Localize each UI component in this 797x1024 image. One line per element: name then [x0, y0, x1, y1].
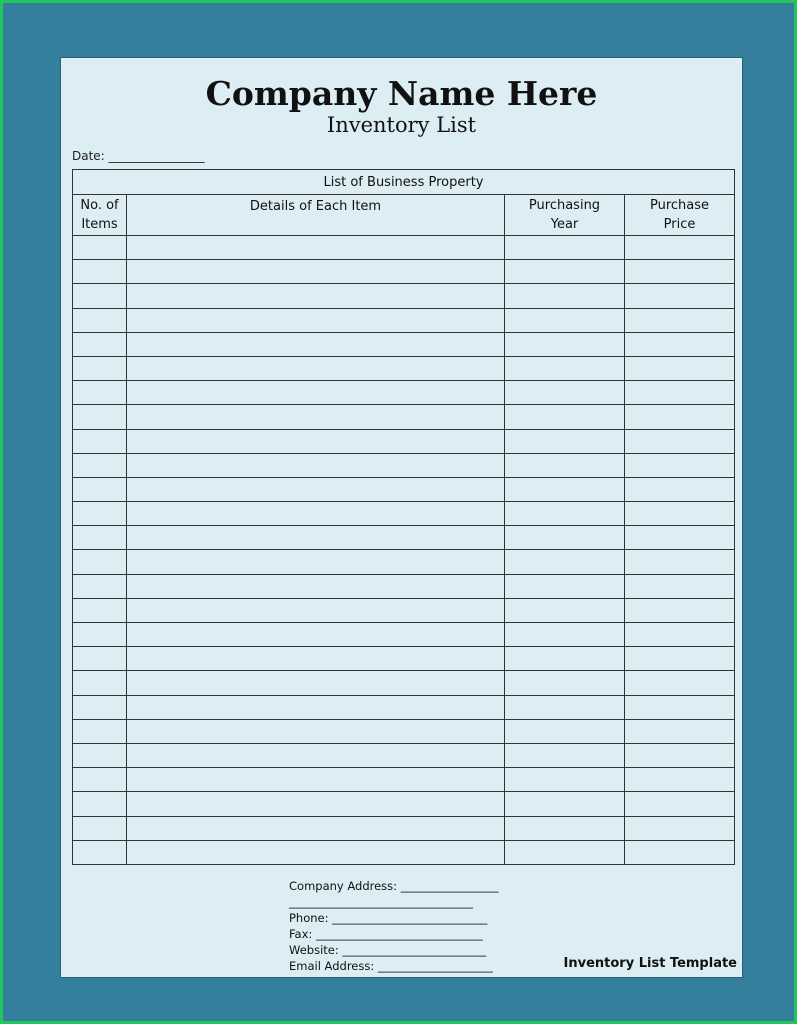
table-cell-price[interactable]	[625, 671, 735, 695]
table-cell-year[interactable]	[505, 623, 625, 647]
table-cell-no[interactable]	[73, 792, 127, 816]
table-cell-price[interactable]	[625, 526, 735, 550]
address-line-2: ________________________________	[289, 895, 473, 909]
table-cell-no[interactable]	[73, 356, 127, 380]
table-cell-year[interactable]	[505, 236, 625, 260]
table-cell-price[interactable]	[625, 647, 735, 671]
email-field: Email Address: ____________________	[289, 959, 493, 973]
table-cell-price[interactable]	[625, 840, 735, 864]
table-cell-details[interactable]	[127, 453, 505, 477]
table-cell-no[interactable]	[73, 816, 127, 840]
table-cell-details[interactable]	[127, 260, 505, 284]
table-cell-price[interactable]	[625, 308, 735, 332]
table-cell-details[interactable]	[127, 526, 505, 550]
table-cell-price[interactable]	[625, 792, 735, 816]
inventory-sheet	[60, 57, 743, 978]
table-cell-year[interactable]	[505, 526, 625, 550]
table-cell-price[interactable]	[625, 574, 735, 598]
table-row	[73, 260, 735, 284]
table-cell-details[interactable]	[127, 816, 505, 840]
table-cell-no[interactable]	[73, 332, 127, 356]
table-cell-price[interactable]	[625, 502, 735, 526]
phone-field: Phone: ___________________________	[289, 911, 488, 925]
table-cell-no[interactable]	[73, 598, 127, 622]
table-cell-details[interactable]	[127, 574, 505, 598]
table-row	[73, 598, 735, 622]
table-cell-no[interactable]	[73, 477, 127, 501]
contact-block	[289, 878, 498, 974]
table-cell-price[interactable]	[625, 236, 735, 260]
table-cell-price[interactable]	[625, 695, 735, 719]
column-header-line: Year	[550, 217, 579, 232]
table-cell-details[interactable]	[127, 405, 505, 429]
table-cell-price[interactable]	[625, 743, 735, 767]
website-field: Website: _________________________	[289, 943, 487, 957]
table-cell-year[interactable]	[505, 816, 625, 840]
table-row	[73, 792, 735, 816]
table-cell-no[interactable]	[73, 768, 127, 792]
table-cell-year[interactable]	[505, 453, 625, 477]
table-cell-details[interactable]	[127, 598, 505, 622]
table-cell-no[interactable]	[73, 719, 127, 743]
table-cell-year[interactable]	[505, 743, 625, 767]
column-header-line: Purchase	[649, 198, 710, 213]
inventory-table	[72, 169, 735, 865]
table-cell-price[interactable]	[625, 284, 735, 308]
table-row	[73, 719, 735, 743]
table-cell-price[interactable]	[625, 332, 735, 356]
table-cell-no[interactable]	[73, 671, 127, 695]
table-cell-price[interactable]	[625, 429, 735, 453]
table-cell-year[interactable]	[505, 332, 625, 356]
table-row	[73, 236, 735, 260]
table-cell-year[interactable]	[505, 284, 625, 308]
fax-field: Fax: _____________________________	[289, 927, 483, 941]
table-cell-year[interactable]	[505, 647, 625, 671]
table-cell-no[interactable]	[73, 381, 127, 405]
table-row	[73, 695, 735, 719]
table-cell-price[interactable]	[625, 381, 735, 405]
table-cell-year[interactable]	[505, 574, 625, 598]
table-cell-details[interactable]	[127, 308, 505, 332]
company-address-field: Company Address: _________________	[289, 879, 499, 893]
table-row	[73, 405, 735, 429]
table-cell-no[interactable]	[73, 743, 127, 767]
table-caption: List of Business Property	[73, 170, 735, 195]
table-row	[73, 477, 735, 501]
table-cell-no[interactable]	[73, 550, 127, 574]
table-row	[73, 623, 735, 647]
table-cell-details[interactable]	[127, 284, 505, 308]
table-cell-price[interactable]	[625, 356, 735, 380]
table-cell-price[interactable]	[625, 598, 735, 622]
table-cell-no[interactable]	[73, 284, 127, 308]
table-row	[73, 356, 735, 380]
table-cell-year[interactable]	[505, 405, 625, 429]
document-title: Inventory List	[326, 113, 477, 137]
template-label: Inventory List Template	[563, 956, 737, 971]
column-header-purchase-price	[625, 195, 735, 236]
column-header-line: No. of	[80, 198, 119, 213]
table-cell-year[interactable]	[505, 502, 625, 526]
table-row	[73, 768, 735, 792]
table-cell-no[interactable]	[73, 526, 127, 550]
table-cell-no[interactable]	[73, 453, 127, 477]
table-cell-year[interactable]	[505, 671, 625, 695]
table-row	[73, 332, 735, 356]
table-row	[73, 381, 735, 405]
table-row	[73, 647, 735, 671]
table-cell-details[interactable]	[127, 647, 505, 671]
table-cell-no[interactable]	[73, 623, 127, 647]
table-cell-price[interactable]	[625, 768, 735, 792]
table-cell-year[interactable]	[505, 356, 625, 380]
table-row	[73, 526, 735, 550]
table-cell-price[interactable]	[625, 453, 735, 477]
table-cell-year[interactable]	[505, 477, 625, 501]
table-cell-year[interactable]	[505, 381, 625, 405]
table-cell-price[interactable]	[625, 719, 735, 743]
table-row	[73, 816, 735, 840]
table-cell-details[interactable]	[127, 356, 505, 380]
table-cell-no[interactable]	[73, 502, 127, 526]
column-header-line: Price	[663, 217, 696, 232]
table-cell-details[interactable]	[127, 743, 505, 767]
table-row	[73, 308, 735, 332]
column-header-line: Details of Each Item	[249, 199, 382, 214]
table-cell-details[interactable]	[127, 502, 505, 526]
table-cell-no[interactable]	[73, 695, 127, 719]
table-cell-details[interactable]	[127, 671, 505, 695]
table-row	[73, 429, 735, 453]
table-row	[73, 502, 735, 526]
column-header-no-of-items	[73, 195, 127, 236]
table-row	[73, 671, 735, 695]
table-row	[73, 550, 735, 574]
table-cell-details[interactable]	[127, 332, 505, 356]
column-header-details	[127, 195, 505, 236]
table-cell-year[interactable]	[505, 695, 625, 719]
table-row	[73, 284, 735, 308]
column-header-purchasing-year	[505, 195, 625, 236]
table-cell-details[interactable]	[127, 429, 505, 453]
table-cell-details[interactable]	[127, 381, 505, 405]
inventory-rows	[73, 236, 735, 865]
table-cell-details[interactable]	[127, 550, 505, 574]
table-row	[73, 840, 735, 864]
table-cell-details[interactable]	[127, 840, 505, 864]
table-cell-year[interactable]	[505, 260, 625, 284]
table-cell-year[interactable]	[505, 840, 625, 864]
table-cell-price[interactable]	[625, 550, 735, 574]
table-cell-no[interactable]	[73, 260, 127, 284]
table-cell-details[interactable]	[127, 768, 505, 792]
table-cell-details[interactable]	[127, 477, 505, 501]
table-cell-no[interactable]	[73, 840, 127, 864]
table-cell-price[interactable]	[625, 477, 735, 501]
table-cell-price[interactable]	[625, 260, 735, 284]
table-cell-year[interactable]	[505, 308, 625, 332]
column-header-line: Purchasing	[528, 198, 601, 213]
table-cell-year[interactable]	[505, 429, 625, 453]
table-row	[73, 743, 735, 767]
table-cell-price[interactable]	[625, 623, 735, 647]
table-row	[73, 574, 735, 598]
table-cell-year[interactable]	[505, 792, 625, 816]
date-field: Date: ________________	[72, 149, 205, 163]
table-cell-no[interactable]	[73, 574, 127, 598]
table-cell-no[interactable]	[73, 429, 127, 453]
table-cell-details[interactable]	[127, 695, 505, 719]
table-cell-no[interactable]	[73, 308, 127, 332]
table-cell-no[interactable]	[73, 236, 127, 260]
company-name: Company Name Here	[205, 74, 598, 113]
table-cell-year[interactable]	[505, 719, 625, 743]
table-cell-price[interactable]	[625, 405, 735, 429]
table-cell-details[interactable]	[127, 623, 505, 647]
table-cell-price[interactable]	[625, 816, 735, 840]
column-header-line: Items	[81, 217, 118, 232]
table-cell-no[interactable]	[73, 405, 127, 429]
table-cell-details[interactable]	[127, 792, 505, 816]
table-cell-no[interactable]	[73, 647, 127, 671]
table-cell-year[interactable]	[505, 768, 625, 792]
table-cell-year[interactable]	[505, 598, 625, 622]
table-cell-details[interactable]	[127, 236, 505, 260]
table-row	[73, 453, 735, 477]
table-cell-details[interactable]	[127, 719, 505, 743]
table-cell-year[interactable]	[505, 550, 625, 574]
